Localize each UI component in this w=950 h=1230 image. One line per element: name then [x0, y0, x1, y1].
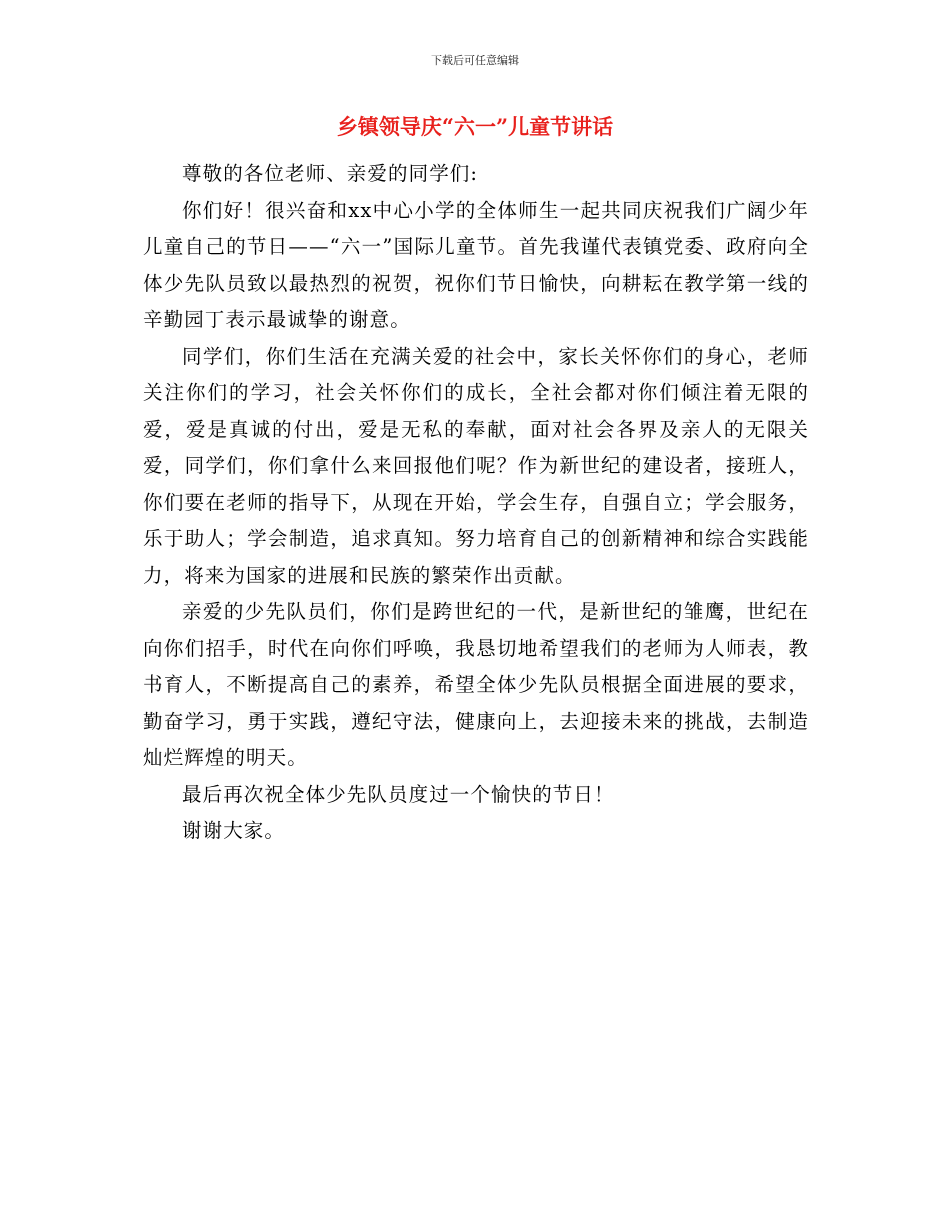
- header-note: 下载后可任意编辑: [431, 54, 519, 67]
- body-paragraph: 亲爱的少先队员们，你们是跨世纪的一代，是新世纪的雏鹰，世纪在向你们招手，时代在向你们呼唤，我恳切地希望我们的老师为人师表，教书育人，不断提高自己的素养，希望全体少先队员根据全面进展的要求，勤奋学习，勇于实践，遵纪守法，健康向上，去迎接未来的挑战，去制造灿烂辉煌的明天。: [143, 600, 809, 769]
- document-body: [143, 156, 809, 850]
- body-paragraph: 你们好！很兴奋和xx中心小学的全体师生一起共同庆祝我们广阔少年儿童自己的节日——“六一”国际儿童节。首先我谨代表镇党委、政府向全体少先队员致以最热烈的祝贺，祝你们节日愉快，向耕耘在教学第一线的辛勤园丁表示最诚挚的谢意。: [143, 198, 809, 331]
- document-title: 乡镇领导庆“六一”儿童节讲话: [336, 114, 614, 139]
- salutation-paragraph: 尊敬的各位老师、亲爱的同学们:: [182, 162, 479, 185]
- closing-paragraph: 最后再次祝全体少先队员度过一个愉快的节日！: [182, 782, 615, 806]
- thanks-paragraph: 谢谢大家。: [182, 819, 286, 842]
- body-paragraph: 同学们，你们生活在充满关爱的社会中，家长关怀你们的身心，老师关注你们的学习，社会关怀你们的成长，全社会都对你们倾注着无限的爱，爱是真诚的付出，爱是无私的奉献，面对社会各界及亲人的无限关爱，同学们，你们拿什么来回报他们呢？作为新世纪的建设者，接班人，你们要在老师的指导下，从现在开始，学会生存，自强自立；学会服务，乐于助人；学会制造，追求真知。努力培育自己的创新精神和综合实践能力，将来为国家的进展和民族的繁荣作出贡献。: [143, 344, 809, 587]
